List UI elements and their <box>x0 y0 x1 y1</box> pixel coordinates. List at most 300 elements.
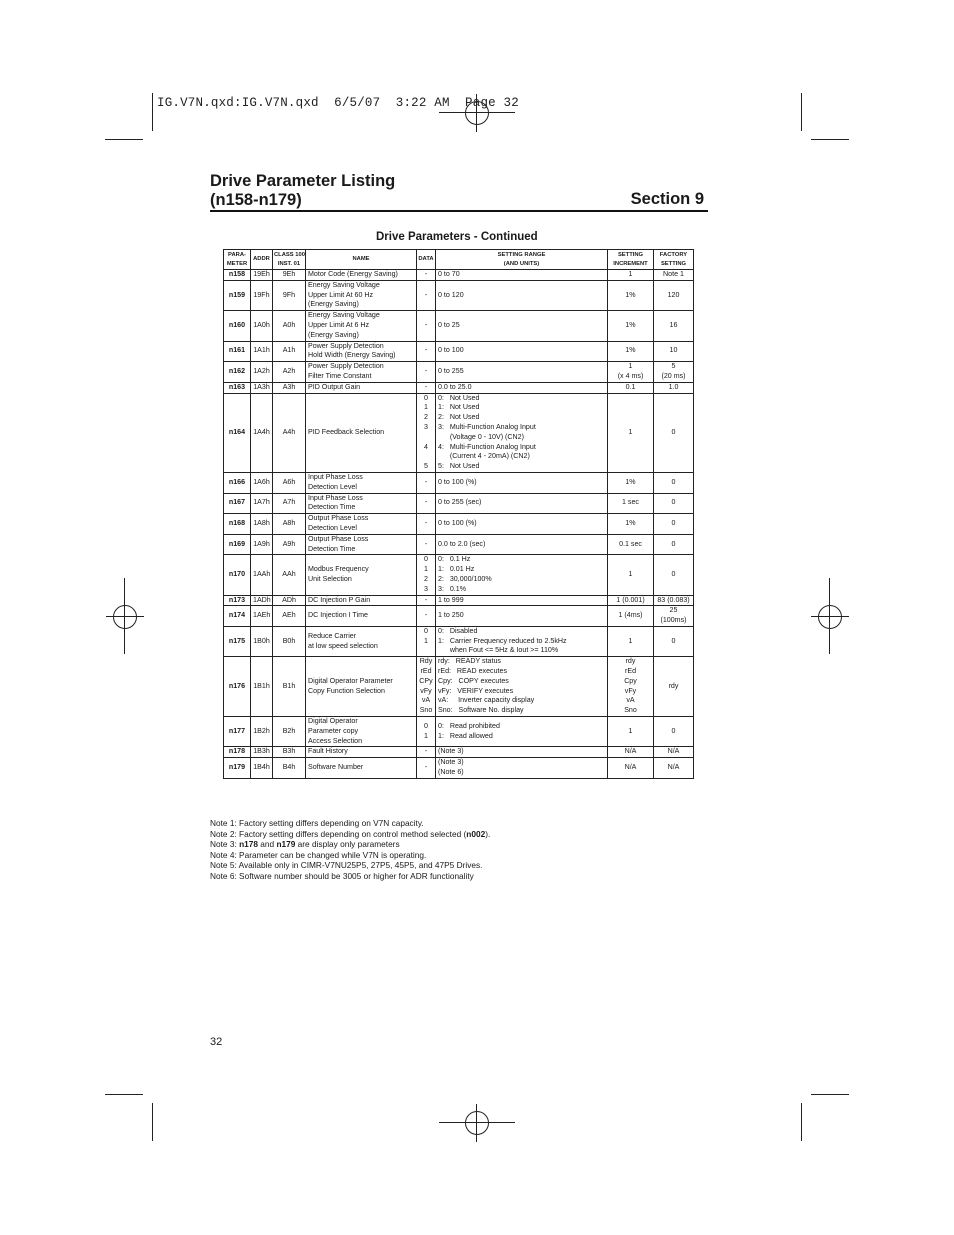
factory-setting-cell <box>654 595 694 606</box>
address-cell: 1A2h <box>251 362 273 383</box>
data-cell-line: Sno <box>419 706 433 715</box>
setting-range-cell <box>436 595 608 606</box>
data-cell-line: - <box>424 539 428 548</box>
data-cell-line: 1 <box>424 403 428 412</box>
class-inst-cell: 9Fh <box>273 280 306 310</box>
address-cell: 1A0h <box>251 311 273 341</box>
setting-increment-cell <box>608 758 654 779</box>
table-title: Drive Parameters - Continued <box>376 231 538 243</box>
table-row <box>224 717 694 747</box>
data-cell-line: - <box>424 367 428 376</box>
data-cell-line: 1 <box>424 731 428 740</box>
name-cell-line: Energy Saving Voltage <box>308 280 380 289</box>
setting-range-cell <box>436 606 608 627</box>
note-2: Note 2: Factory setting differs depending on control method selected (n002). <box>210 828 491 839</box>
setting-range-cell <box>436 717 608 747</box>
column-header-text: ADDR <box>253 256 270 263</box>
setting-increment-cell-line: 1% <box>625 519 636 528</box>
address-cell: 1A4h <box>251 393 273 472</box>
name-cell-line: Software Number <box>308 763 364 772</box>
name-cell-line: (Energy Saving) <box>308 300 359 309</box>
data-cell-line: 2 <box>424 413 428 422</box>
registration-mark-icon <box>818 605 842 629</box>
setting-range-cell-line: 1 to 250 <box>438 611 464 620</box>
name-cell <box>306 514 417 535</box>
name-cell-line: Energy Saving Voltage <box>308 311 380 320</box>
setting-range-cell-line: 2: Not Used <box>438 413 480 422</box>
setting-increment-cell <box>608 341 654 362</box>
class-inst-cell: 9Eh <box>273 270 306 281</box>
table-row <box>224 606 694 627</box>
parameter-cell: n158 <box>224 270 251 281</box>
setting-range-cell <box>436 657 608 717</box>
setting-increment-cell-line: 1% <box>625 320 636 329</box>
class-inst-cell: B2h <box>273 717 306 747</box>
name-cell <box>306 595 417 606</box>
factory-setting-cell <box>654 606 694 627</box>
factory-setting-cell <box>654 382 694 393</box>
parameter-cell: n168 <box>224 514 251 535</box>
data-cell <box>417 382 436 393</box>
address-cell: 1B3h <box>251 747 273 758</box>
setting-range-cell-line: 5: Not Used <box>438 462 480 471</box>
parameter-table <box>223 249 694 779</box>
name-cell-line: Power Supply Detection <box>308 341 384 350</box>
data-cell <box>417 341 436 362</box>
setting-increment-cell <box>608 555 654 595</box>
table-row <box>224 657 694 717</box>
name-cell <box>306 555 417 595</box>
setting-range-cell-line: 0: Read prohibited <box>438 721 500 730</box>
setting-range-cell-line: 0.0 to 2.0 (sec) <box>438 539 486 548</box>
name-cell-line: Modbus Frequency <box>308 565 369 574</box>
setting-range-cell-line: 0.0 to 25.0 <box>438 382 472 391</box>
data-cell <box>417 270 436 281</box>
column-header <box>273 250 306 270</box>
data-cell-line: 0 <box>424 393 428 402</box>
table-row <box>224 493 694 514</box>
data-cell <box>417 747 436 758</box>
setting-range-cell <box>436 747 608 758</box>
setting-increment-cell <box>608 362 654 383</box>
factory-setting-cell-line: 0 <box>671 636 676 645</box>
column-header <box>224 250 251 270</box>
column-header-text: NAME <box>352 256 370 263</box>
setting-increment-cell <box>608 280 654 310</box>
table-header-row <box>224 250 694 270</box>
factory-setting-cell-line: rdy <box>668 681 679 690</box>
name-cell-line: Reduce Carrier <box>308 631 357 640</box>
class-inst-cell: A9h <box>273 534 306 555</box>
setting-range-cell <box>436 311 608 341</box>
factory-setting-cell <box>654 747 694 758</box>
registration-mark-icon <box>113 605 137 629</box>
table-row <box>224 758 694 779</box>
column-header-text: INST. 01 <box>277 260 301 267</box>
name-cell-line: Digital Operator <box>308 717 358 726</box>
table-row <box>224 472 694 493</box>
setting-increment-cell-line: 1 <box>628 636 633 645</box>
note-5: Note 5: Available only in CIMR-V7NU25P5, 27P5, 45P5, and 47P5 Drives. <box>210 860 483 871</box>
data-cell-line: rEd <box>420 667 432 676</box>
class-inst-cell: A6h <box>273 472 306 493</box>
parameter-cell: n167 <box>224 493 251 514</box>
name-cell-line: Output Phase Loss <box>308 534 369 543</box>
setting-increment-cell-line: vFy <box>624 686 637 695</box>
data-cell-line: 2 <box>424 574 428 583</box>
setting-increment-cell <box>608 472 654 493</box>
column-header <box>251 250 273 270</box>
name-cell-line: Fault History <box>308 747 348 756</box>
setting-range-cell-line: (Current 4 - 20mA) (CN2) <box>438 452 530 461</box>
data-cell <box>417 280 436 310</box>
setting-increment-cell-line: 1 (4ms) <box>618 611 643 620</box>
name-cell-line: Digital Operator Parameter <box>308 676 393 685</box>
title-rule <box>210 210 708 212</box>
name-cell-line: Parameter copy <box>308 726 359 735</box>
page-title <box>210 172 395 209</box>
name-cell-line: PID Output Gain <box>308 382 361 391</box>
column-header-text: SETTING <box>660 260 687 267</box>
parameter-cell: n160 <box>224 311 251 341</box>
parameter-cell: n161 <box>224 341 251 362</box>
parameter-cell: n163 <box>224 382 251 393</box>
data-cell-line: 3 <box>424 422 428 431</box>
factory-setting-cell <box>654 270 694 281</box>
setting-range-cell <box>436 534 608 555</box>
setting-increment-cell-line: rdy <box>625 657 636 666</box>
name-cell-line: Motor Code (Energy Saving) <box>308 270 398 278</box>
data-cell <box>417 514 436 535</box>
class-inst-cell: A4h <box>273 393 306 472</box>
factory-setting-cell-line: 0 <box>671 539 676 548</box>
data-cell-line: 5 <box>424 462 428 471</box>
column-header-text: FACTORY <box>659 252 688 258</box>
data-cell-line: - <box>424 611 428 620</box>
data-cell-line: - <box>424 477 428 486</box>
setting-increment-cell-line: 1% <box>625 346 636 355</box>
column-header <box>436 250 608 270</box>
factory-setting-cell-line: 25 <box>669 606 678 615</box>
address-cell: 1B1h <box>251 657 273 717</box>
setting-range-cell-line: 1: Not Used <box>438 403 480 412</box>
data-cell-line <box>419 646 433 656</box>
data-cell <box>417 472 436 493</box>
setting-range-cell-line: 3: Multi-Function Analog Input <box>438 422 536 431</box>
data-cell <box>417 606 436 627</box>
setting-increment-cell <box>608 747 654 758</box>
setting-range-cell-line: 0 to 100 (%) <box>438 477 477 486</box>
column-header <box>608 250 654 270</box>
name-cell <box>306 657 417 717</box>
setting-range-cell-line: 0 to 100 <box>438 346 464 355</box>
setting-range-cell-line: (Voltage 0 - 10V) (CN2) <box>438 432 524 441</box>
factory-setting-cell-line: 83 (0.083) <box>657 595 690 604</box>
data-cell-line: 1 <box>424 636 428 645</box>
setting-range-cell <box>436 514 608 535</box>
data-cell <box>417 393 436 472</box>
table-row <box>224 555 694 595</box>
note-3: Note 3: n178 and n179 are display only parameters <box>210 839 400 850</box>
note-4: Note 4: Parameter can be changed while V7N is operating. <box>210 849 427 860</box>
column-header-text: PARA- <box>228 252 246 258</box>
name-cell-line: Unit Selection <box>308 574 352 583</box>
table-row <box>224 362 694 383</box>
class-inst-cell: ADh <box>273 595 306 606</box>
data-cell <box>417 362 436 383</box>
setting-range-cell <box>436 626 608 656</box>
name-cell <box>306 758 417 779</box>
column-header <box>654 250 694 270</box>
data-cell-line <box>419 433 433 443</box>
column-header-text: SETTING RANGE <box>497 252 546 258</box>
setting-range-cell-line: (Note 3) <box>438 747 464 756</box>
name-cell-line: Input Phase Loss <box>308 493 363 502</box>
setting-range-cell-line: 0 to 25 <box>438 320 460 329</box>
print-slug: IG.V7N.qxd:IG.V7N.qxd 6/5/07 3:22 AM Page 32 <box>157 96 519 110</box>
setting-range-cell <box>436 362 608 383</box>
setting-increment-cell <box>608 534 654 555</box>
data-cell-line: vA <box>421 696 431 705</box>
setting-increment-cell <box>608 270 654 281</box>
setting-range-cell <box>436 341 608 362</box>
setting-increment-cell-line: (x 4 ms) <box>617 371 644 380</box>
setting-increment-cell <box>608 626 654 656</box>
parameter-cell: n173 <box>224 595 251 606</box>
page-title-line1: Drive Parameter Listing <box>210 172 396 190</box>
table-row <box>224 534 694 555</box>
parameter-cell: n177 <box>224 717 251 747</box>
class-inst-cell: A0h <box>273 311 306 341</box>
column-header-text: METER <box>226 260 248 267</box>
name-cell-line: Copy Function Selection <box>308 686 385 695</box>
setting-increment-cell-line: Cpy <box>624 676 637 685</box>
setting-increment-cell-line: 1% <box>625 290 636 299</box>
name-cell-line: Hold Width (Energy Saving) <box>308 351 396 360</box>
address-cell: 1A7h <box>251 493 273 514</box>
address-cell: 1B4h <box>251 758 273 779</box>
factory-setting-cell-line: (100ms) <box>660 616 687 625</box>
name-cell-line: (Energy Saving) <box>308 330 359 339</box>
table-row <box>224 747 694 758</box>
name-cell-line: PID Feedback Selection <box>308 427 385 436</box>
address-cell: 1A9h <box>251 534 273 555</box>
factory-setting-cell <box>654 626 694 656</box>
setting-range-cell-line: vA: Inverter capacity display <box>438 696 535 705</box>
factory-setting-cell-line: 5 <box>671 362 676 371</box>
table-row <box>224 595 694 606</box>
data-cell-line: 0 <box>424 555 428 564</box>
column-header-text: DATA <box>418 256 434 263</box>
setting-range-cell <box>436 280 608 310</box>
class-inst-cell: B1h <box>273 657 306 717</box>
setting-increment-cell-line: 1 <box>628 570 633 578</box>
address-cell: 19Fh <box>251 280 273 310</box>
page-title-line2: (n158-n179) <box>210 190 302 209</box>
name-cell <box>306 270 417 281</box>
setting-increment-cell-line: 0.1 sec <box>619 539 642 548</box>
table-row <box>224 626 694 656</box>
data-cell <box>417 534 436 555</box>
setting-range-cell <box>436 270 608 281</box>
factory-setting-cell <box>654 534 694 555</box>
table-row <box>224 270 694 281</box>
setting-increment-cell <box>608 382 654 393</box>
parameter-cell: n178 <box>224 747 251 758</box>
factory-setting-cell-line: (20 ms) <box>661 371 686 380</box>
setting-range-cell <box>436 382 608 393</box>
parameter-cell: n169 <box>224 534 251 555</box>
data-cell-line: 0 <box>424 721 428 730</box>
note-1: Note 1: Factory setting differs depending on V7N capacity. <box>210 818 424 828</box>
setting-increment-cell-line: 1 <box>628 270 633 278</box>
factory-setting-cell <box>654 362 694 383</box>
factory-setting-cell-line: 0 <box>671 726 676 735</box>
setting-range-cell-line: 0 to 120 <box>438 290 464 299</box>
column-header-text: CLASS 100 <box>274 252 305 258</box>
parameter-cell: n159 <box>224 280 251 310</box>
table-row <box>224 311 694 341</box>
setting-increment-cell <box>608 393 654 472</box>
crop-mark <box>105 1094 143 1095</box>
setting-increment-cell <box>608 595 654 606</box>
class-inst-cell: A1h <box>273 341 306 362</box>
section-label: Section 9 <box>630 190 704 208</box>
setting-range-cell-line: (Note 3) <box>438 758 464 767</box>
class-inst-cell: A8h <box>273 514 306 535</box>
name-cell <box>306 493 417 514</box>
crop-mark <box>801 1103 802 1141</box>
class-inst-cell: B3h <box>273 747 306 758</box>
name-cell <box>306 362 417 383</box>
factory-setting-cell-line: 0 <box>671 519 676 528</box>
class-inst-cell: AEh <box>273 606 306 627</box>
setting-range-cell-line: 0: Disabled <box>438 626 478 635</box>
factory-setting-cell-line: 1.0 <box>668 382 679 391</box>
table-row <box>224 341 694 362</box>
data-cell <box>417 717 436 747</box>
parameter-cell: n170 <box>224 555 251 595</box>
name-cell <box>306 626 417 656</box>
data-cell <box>417 493 436 514</box>
setting-range-cell-line: 0 to 70 <box>438 270 460 278</box>
name-cell-line: Detection Time <box>308 544 356 553</box>
name-cell <box>306 280 417 310</box>
setting-increment-cell-line: rEd <box>624 667 637 676</box>
crop-mark <box>801 93 802 131</box>
column-header-text: INCREMENT <box>613 260 648 267</box>
setting-increment-cell-line: vA <box>626 696 635 705</box>
factory-setting-cell <box>654 472 694 493</box>
factory-setting-cell <box>654 758 694 779</box>
name-cell-line: Output Phase Loss <box>308 514 369 523</box>
data-cell <box>417 657 436 717</box>
address-cell: 1A3h <box>251 382 273 393</box>
data-cell-line: vFy <box>420 686 432 695</box>
data-cell-line: - <box>424 320 428 329</box>
parameter-cell: n166 <box>224 472 251 493</box>
setting-increment-cell <box>608 717 654 747</box>
factory-setting-cell <box>654 280 694 310</box>
factory-setting-cell <box>654 341 694 362</box>
name-cell <box>306 382 417 393</box>
table-row <box>224 382 694 393</box>
factory-setting-cell <box>654 311 694 341</box>
data-cell-line: 1 <box>424 565 428 574</box>
setting-range-cell-line: rEd: READ executes <box>438 667 507 676</box>
factory-setting-cell-line: N/A <box>667 747 680 756</box>
address-cell: 1AEh <box>251 606 273 627</box>
factory-setting-cell <box>654 514 694 535</box>
notes <box>210 818 490 882</box>
setting-range-cell-line: 3: 0.1% <box>438 584 466 593</box>
setting-increment-cell <box>608 514 654 535</box>
name-cell-line: Upper Limit At 6 Hz <box>308 320 370 329</box>
factory-setting-cell-line: 0 <box>671 477 676 486</box>
factory-setting-cell <box>654 493 694 514</box>
setting-range-cell-line: 1: 0.01 Hz <box>438 565 475 574</box>
setting-increment-cell-line: 1 <box>628 362 633 371</box>
name-cell-line: Input Phase Loss <box>308 472 363 481</box>
data-cell-line: - <box>424 346 428 355</box>
name-cell <box>306 393 417 472</box>
data-cell-line: Rdy <box>419 657 433 666</box>
setting-increment-cell <box>608 493 654 514</box>
data-cell <box>417 555 436 595</box>
data-cell-line: - <box>424 747 428 756</box>
factory-setting-cell-line: 0 <box>671 498 676 507</box>
column-header-text: (AND UNITS) <box>503 260 540 267</box>
setting-increment-cell-line: N/A <box>624 763 637 772</box>
parameter-cell: n162 <box>224 362 251 383</box>
name-cell <box>306 311 417 341</box>
column-header <box>306 250 417 270</box>
factory-setting-cell <box>654 555 694 595</box>
name-cell <box>306 606 417 627</box>
address-cell: 1B2h <box>251 717 273 747</box>
setting-increment-cell-line: 1 <box>628 726 633 735</box>
page-number: 32 <box>210 1036 223 1048</box>
name-cell <box>306 717 417 747</box>
setting-range-cell-line: 0: 0.1 Hz <box>438 555 471 564</box>
setting-range-cell-line: rdy: READY status <box>438 657 501 666</box>
setting-increment-cell-line: 1 sec <box>622 498 639 507</box>
parameter-cell: n176 <box>224 657 251 717</box>
name-cell-line: Detection Level <box>308 523 357 532</box>
setting-range-cell-line: (Note 6) <box>438 768 464 777</box>
setting-increment-cell-line: N/A <box>624 747 637 756</box>
setting-range-cell <box>436 472 608 493</box>
setting-range-cell-line: when Fout <= 5Hz & Iout >= 110% <box>438 646 559 655</box>
setting-range-cell-line: Cpy: COPY executes <box>438 676 509 685</box>
factory-setting-cell-line: 0 <box>671 570 676 578</box>
data-cell-line: 3 <box>424 584 428 593</box>
setting-range-cell <box>436 758 608 779</box>
setting-range-cell-line: 1: Read allowed <box>438 731 493 740</box>
setting-increment-cell-line: 1 (0.001) <box>616 595 645 604</box>
address-cell: 1B0h <box>251 626 273 656</box>
name-cell-line: DC Injection I Time <box>308 611 368 620</box>
crop-mark <box>811 139 849 140</box>
data-cell-line: - <box>424 595 428 604</box>
setting-range-cell-line: vFy: VERIFY executes <box>438 686 514 695</box>
data-cell <box>417 595 436 606</box>
factory-setting-cell-line: N/A <box>667 763 680 772</box>
data-cell-line: - <box>424 763 428 772</box>
setting-range-cell-line: 1 to 999 <box>438 595 464 604</box>
factory-setting-cell-line: Note 1 <box>663 270 684 278</box>
setting-range-cell-line: 0 to 255 (sec) <box>438 498 482 507</box>
